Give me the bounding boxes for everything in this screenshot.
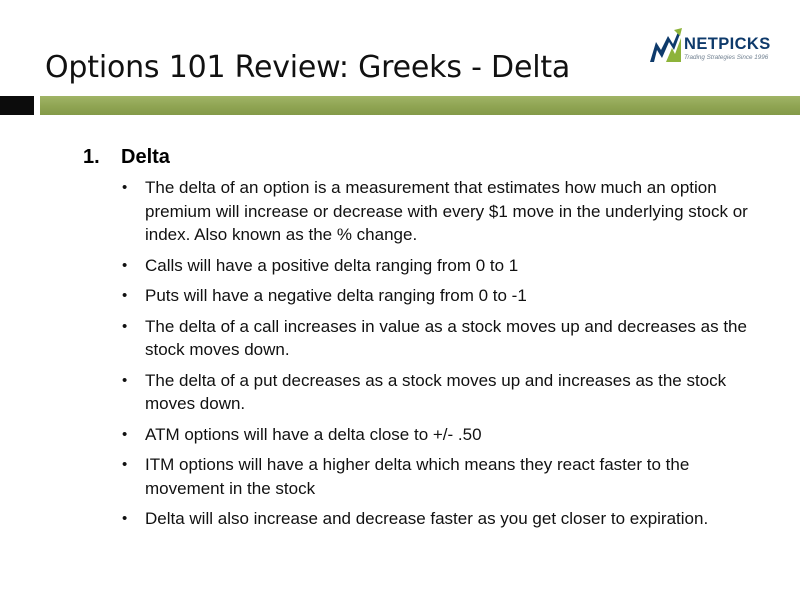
bullet-item bbox=[121, 423, 771, 447]
logo-tagline: Trading Strategies Since 1996 bbox=[684, 54, 769, 61]
bullet-item bbox=[121, 369, 771, 416]
section-number: 1. bbox=[83, 146, 100, 168]
netpicks-logo bbox=[648, 26, 788, 70]
bullet-item bbox=[121, 507, 771, 531]
bullet-dot-icon: • bbox=[122, 425, 128, 443]
title-bar-accent bbox=[40, 96, 800, 115]
bullet-dot-icon: • bbox=[122, 317, 128, 335]
bullet-dot-icon: • bbox=[122, 256, 128, 274]
bullet-text: ITM options will have a higher delta which means they react faster to the movement in the stock bbox=[145, 455, 690, 498]
bullet-dot-icon: • bbox=[122, 371, 128, 389]
bullet-dot-icon: • bbox=[122, 510, 128, 527]
bullet-item bbox=[121, 176, 771, 247]
section-heading bbox=[83, 144, 170, 170]
netpicks-arrow-logo-icon bbox=[648, 28, 682, 64]
bullet-item bbox=[121, 453, 771, 500]
bullet-text: The delta of a put decreases as a stock moves up and increases as the stock moves down. bbox=[145, 370, 727, 413]
bullet-item bbox=[121, 315, 771, 362]
bullet-list bbox=[121, 176, 771, 538]
bullet-text: The delta of a call increases in value as a stock moves up and decreases as the stock moves down. bbox=[145, 316, 747, 359]
slide-title: Options 101 Review: Greeks - Delta bbox=[45, 50, 571, 85]
bullet-dot-icon: • bbox=[122, 287, 128, 304]
bullet-text: Delta will also increase and decrease faster as you get closer to expiration. bbox=[145, 509, 709, 528]
section-heading-text: Delta bbox=[121, 146, 170, 168]
bullet-dot-icon: • bbox=[122, 179, 128, 196]
bullet-text: ATM options will have a delta close to +/- .50 bbox=[145, 424, 482, 444]
bullet-item bbox=[121, 284, 771, 308]
title-bar-dark-block bbox=[0, 96, 34, 115]
bullet-dot-icon: • bbox=[122, 456, 128, 473]
bullet-item bbox=[121, 254, 771, 278]
bullet-text: Puts will have a negative delta ranging from 0 to -1 bbox=[145, 286, 527, 305]
bullet-text: Calls will have a positive delta ranging from 0 to 1 bbox=[145, 255, 519, 275]
bullet-text: The delta of an option is a measurement that estimates how much an option premium will increase or decrease with every $1 move in the underlying stock or index. Also known as the % change. bbox=[145, 178, 748, 244]
logo-wordmark: NETPICKS bbox=[684, 35, 771, 53]
